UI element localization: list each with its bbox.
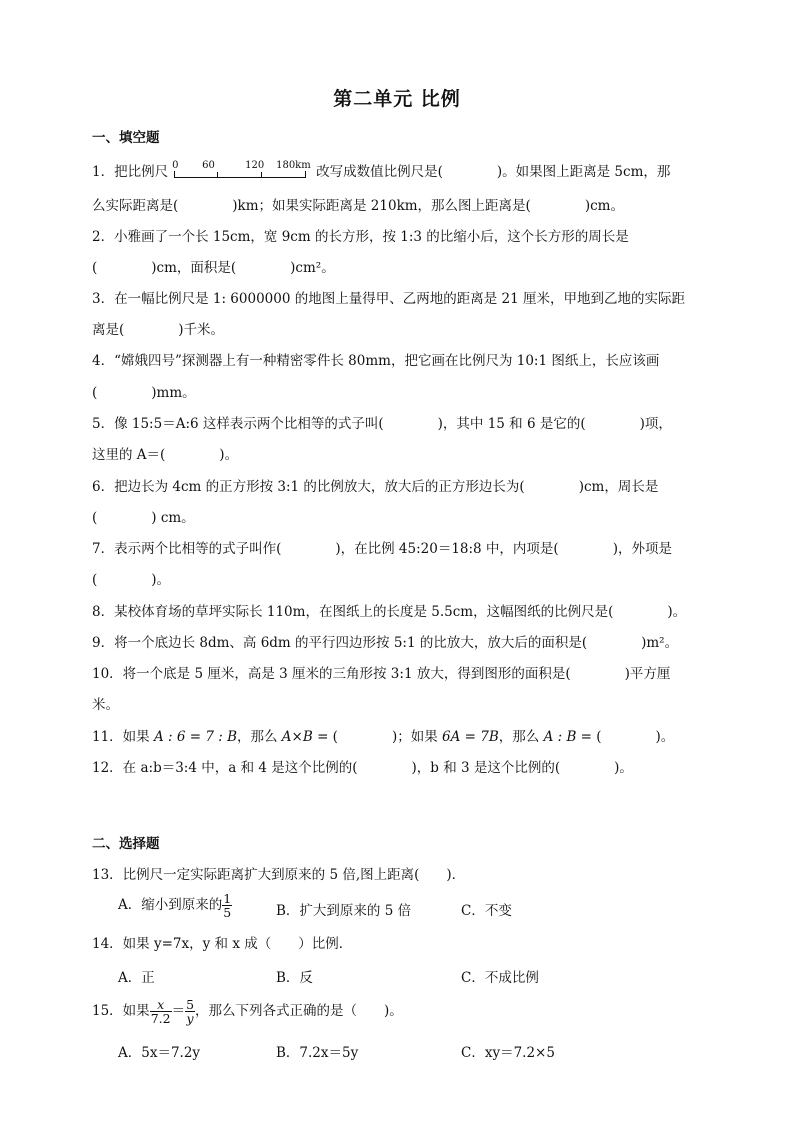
scale-bar-figure [172, 160, 312, 180]
question-2-line-1: 2．小雅画了一个长 15cm，宽 9cm 的长方形，按 1:3 的比缩小后，这个长方形的周长是 [92, 229, 629, 245]
question-14-option-b: B．反 [276, 970, 313, 986]
question-14-stem: 14．如果 y=7x，y 和 x 成（ ）比例． [92, 936, 353, 952]
scale-bar-tick [217, 172, 218, 178]
fraction-one-fifth [222, 892, 232, 919]
question-7-line-1: 7．表示两个比相等的式子叫作( )，在比例 45:20＝18:8 中，内项是( )，外项是 [92, 541, 672, 557]
fraction-denominator: 7.2 [150, 1011, 171, 1026]
question-11-text: ，那么 [498, 729, 544, 745]
question-15-stem [92, 996, 403, 1026]
question-1-line-2: 么实际距离是( )km；如果实际距离是 210km，那么图上距离是( )cm。 [92, 198, 624, 214]
question-15-option-b: B．7.2x＝5y [276, 1045, 359, 1061]
question-1-text-b: 改写成数值比例尺是( )。如果图上距离是 5cm，那 [316, 164, 671, 180]
question-10-line-1: 10．将一个底是 5 厘米，高是 3 厘米的三角形按 3:1 放大，得到图形的面积是( )平方厘 [92, 666, 671, 682]
question-3-line-2: 离是( )千米。 [92, 322, 225, 338]
scale-bar-label: 0 [172, 160, 179, 171]
question-1-line-1 [92, 160, 670, 181]
question-2-line-2: ( )cm，面积是( )cm²。 [92, 260, 335, 276]
question-15-text: ，那么下列各式正确的是（ )。 [195, 1003, 403, 1019]
question-15-text: 15．如果 [92, 1003, 150, 1019]
equals-sign: ＝ [171, 1003, 186, 1019]
fraction-x-over-7-2 [150, 998, 172, 1025]
question-11-math: A : B [543, 729, 577, 745]
question-14-option-a: A．正 [118, 970, 155, 986]
question-5-line-2: 这里的 A＝( )。 [92, 447, 239, 463]
question-15-option-c: C．xy＝7.2×5 [461, 1045, 555, 1061]
question-11-text: 11．如果 [92, 729, 154, 745]
question-11 [92, 728, 674, 746]
question-10-line-2: 米。 [92, 697, 119, 713]
question-11-text: = ( )；如果 [312, 729, 443, 745]
section-heading-fill-in: 一、填空题 [92, 130, 160, 146]
question-13-stem: 13．比例尺一定实际距离扩大到原来的 5 倍,图上距离( )． [92, 867, 466, 883]
question-3-line-1: 3．在一幅比例尺是 1: 6000000 的地图上量得甲、乙两地的距离是 21 厘米，甲地到乙地的实际距 [92, 291, 685, 307]
fraction-denominator: y [186, 1011, 194, 1026]
fraction-denominator: 5 [223, 905, 232, 920]
question-4-line-2: ( )mm。 [92, 385, 196, 401]
question-5-line-1: 5．像 15:5＝A:6 这样表示两个比相等的式子叫( )，其中 15 和 6 是它的( )项， [92, 416, 672, 432]
question-15-option-a: A．5x＝7.2y [118, 1045, 201, 1061]
fraction-5-over-y [185, 998, 195, 1025]
question-11-math: A×B [281, 729, 313, 745]
section-heading-multiple-choice: 二、选择题 [92, 836, 160, 852]
fraction-numerator: 1 [223, 891, 232, 906]
question-13-option-c: C．不变 [461, 903, 512, 919]
scale-bar-label: 120 [245, 160, 265, 171]
question-11-text: = ( )。 [576, 729, 675, 745]
question-11-math: 6A = 7B [442, 729, 499, 745]
question-11-math: A : 6 = 7 : B [153, 729, 237, 745]
question-1-text-a: 1．把比例尺 [92, 164, 169, 180]
page-title: 第二单元 比例 [333, 88, 461, 110]
question-14-option-c: C．不成比例 [461, 970, 539, 986]
question-6-line-1: 6．把边长为 4cm 的正方形按 3:1 的比例放大，放大后的正方形边长为( )cm，周长是 [92, 479, 659, 495]
scale-bar-label: 60 [202, 160, 215, 171]
question-8: 8．某校体育场的草坪实际长 110m，在图纸上的长度是 5.5cm，这幅图纸的比例尺是( )。 [92, 604, 687, 620]
question-6-line-2: ( ) cm。 [92, 510, 195, 526]
option-text: A．缩小到原来的 [118, 897, 223, 913]
question-13-option-a [118, 892, 232, 919]
question-12: 12．在 a:b＝3:4 中，a 和 4 是这个比例的( )，b 和 3 是这个比例的( )。 [92, 760, 633, 776]
scale-bar-label: 180km [276, 160, 311, 171]
question-11-text: ，那么 [237, 729, 282, 745]
question-7-line-2: ( )。 [92, 572, 171, 588]
question-4-line-1: 4．“嫦娥四号”探测器上有一种精密零件长 80mm，把它画在比例尺为 10:1 图纸上，长应该画 [92, 353, 660, 369]
question-13-option-b: B．扩大到原来的 5 倍 [276, 903, 412, 919]
fraction-numerator: x [150, 998, 172, 1012]
question-9: 9．将一个底边长 8dm、高 6dm 的平行四边形按 5:1 的比放大，放大后的面积是( )m²。 [92, 635, 679, 651]
fraction-numerator: 5 [186, 997, 195, 1012]
